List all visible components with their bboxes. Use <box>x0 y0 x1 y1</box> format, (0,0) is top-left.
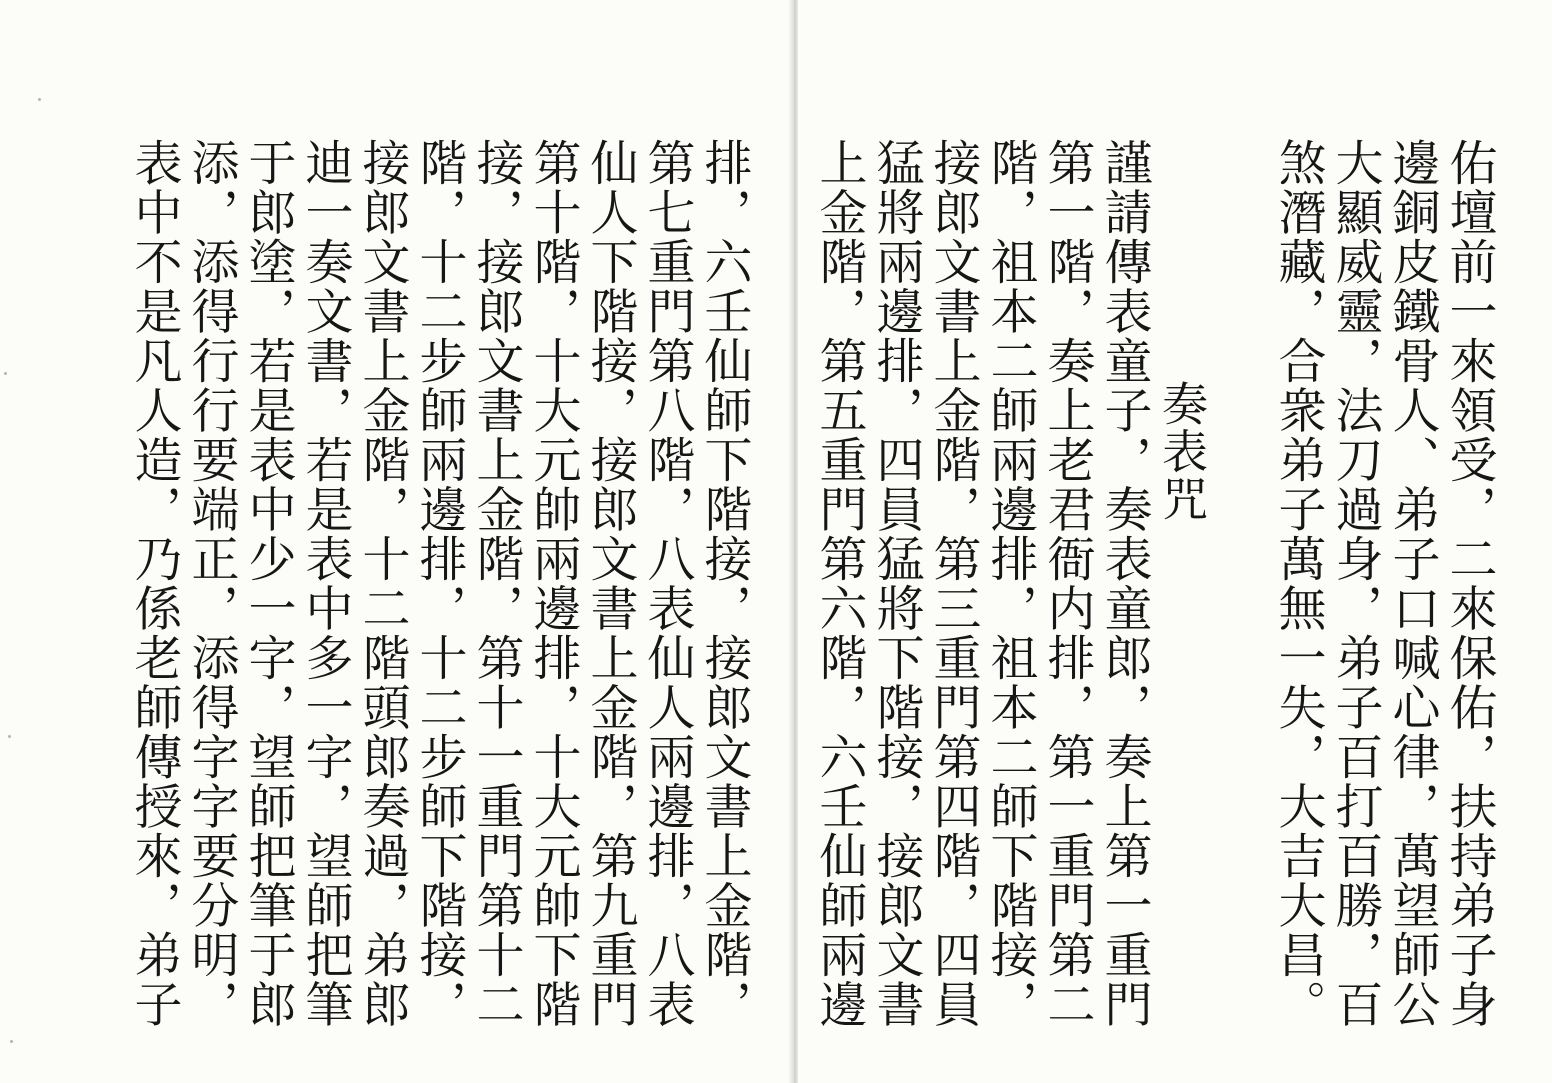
text-column: 上金階，第五重門第六階，六壬仙師兩邊 <box>811 138 867 1029</box>
text-column: 階，十二步師兩邊排，十二步師下階接， <box>411 138 467 1029</box>
text-column: 猛將兩邊排，四員猛將下階接，接郎文書 <box>868 138 924 1029</box>
paper-speck <box>10 1040 13 1043</box>
paper-speck <box>4 372 7 375</box>
text-column: 階，祖本二師兩邊排，祖本二師下階接， <box>982 138 1038 1029</box>
text-column: 第一階，奏上老君衙内排，第一重門第二 <box>1039 138 1095 1029</box>
text-column: 邊銅皮鐵骨人、弟子口喊心律，萬望師公 <box>1384 138 1440 1029</box>
text-column: 迪一奏文書，若是表中多一字，望師把筆 <box>297 138 353 1029</box>
text-column: 接郎文書上金階，第三重門第四階，四員 <box>925 138 981 1029</box>
text-column: 于郎塗，若是表中少一字，望師把筆于郎 <box>240 138 296 1029</box>
text-column: 接郎文書上金階，十二階頭郎奏過，弟郎 <box>354 138 410 1029</box>
paper-speck <box>8 735 11 738</box>
text-column: 第十階，十大元帥兩邊排，十大元帥下階 <box>525 138 581 1029</box>
text-column: 煞潛藏，合衆弟子萬無一失，大吉大昌。 <box>1270 138 1326 1029</box>
text-column: 接，接郎文書上金階，第十一重門第十二 <box>468 138 524 1029</box>
text-column: 佑壇前一來領受，二來保佑，扶持弟子身 <box>1441 138 1497 1029</box>
section-heading: 奏表咒 <box>1155 380 1209 523</box>
right-page <box>798 0 1552 1083</box>
text-column: 第七重門第八階，八表仙人兩邊排，八表 <box>639 138 695 1029</box>
text-column: 添，添得行行要端正，添得字字要分明， <box>183 138 239 1029</box>
text-column: 排，六壬仙師下階接，接郎文書上金階， <box>696 138 752 1029</box>
text-column: 大顯威靈，法刀過身，弟子百打百勝，百 <box>1327 138 1383 1029</box>
text-column: 謹請傳表童子，奏表童郎，奏上第一重門 <box>1096 138 1152 1029</box>
paper-speck <box>38 98 41 101</box>
text-column: 仙人下階接，接郎文書上金階，第九重門 <box>582 138 638 1029</box>
text-column: 表中不是凡人造，乃係老師傳授來，弟子 <box>126 138 182 1029</box>
